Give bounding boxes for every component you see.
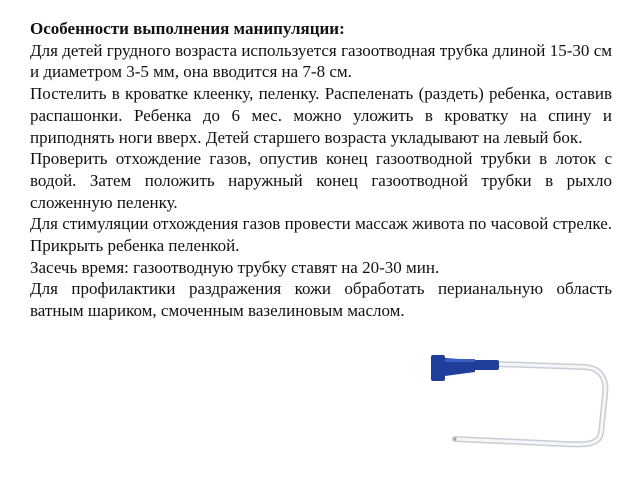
paragraph-positioning: Постелить в кроватке клеенку, пеленку. Распеленать (раздеть) ребенка, оставив распашонки. Ребенка до 6 мес. можно уложить в кроватку на спину и приподнять ноги вверх. Детей старшего возраста укладывают на левый бок. <box>30 84 612 147</box>
paragraph-tube-size: Для детей грудного возраста используется газоотводная трубка длиной 15-30 см и диаметром 3-5 мм, она вводится на 7-8 см. <box>30 40 612 82</box>
paragraph-timing: Засечь время: газоотводную трубку ставят на 20-30 мин. <box>30 257 440 277</box>
tube-highlight <box>455 364 605 444</box>
paragraph-skin-care: Для профилактики раздражения кожи обработать перианальную область ватным шариком, смоченным вазелиновым маслом. <box>30 279 612 321</box>
tube-body <box>455 364 605 444</box>
section-heading: Особенности выполнения манипуляции: <box>30 19 345 38</box>
paragraph-massage: Для стимуляции отхождения газов провести массаж живота по часовой стрелке. Прикрыть ребенка пеленкой. <box>30 214 612 256</box>
instruction-text <box>30 18 612 322</box>
tube-tip <box>454 438 457 441</box>
paragraph-gas-check: Проверить отхождение газов, опустив конец газоотводной трубки в лоток с водой. Затем положить наружный конец газоотводной трубки в рыхло сложенную пеленку. <box>30 149 612 212</box>
gas-tube-icon <box>425 345 625 465</box>
tube-connector <box>431 355 499 381</box>
